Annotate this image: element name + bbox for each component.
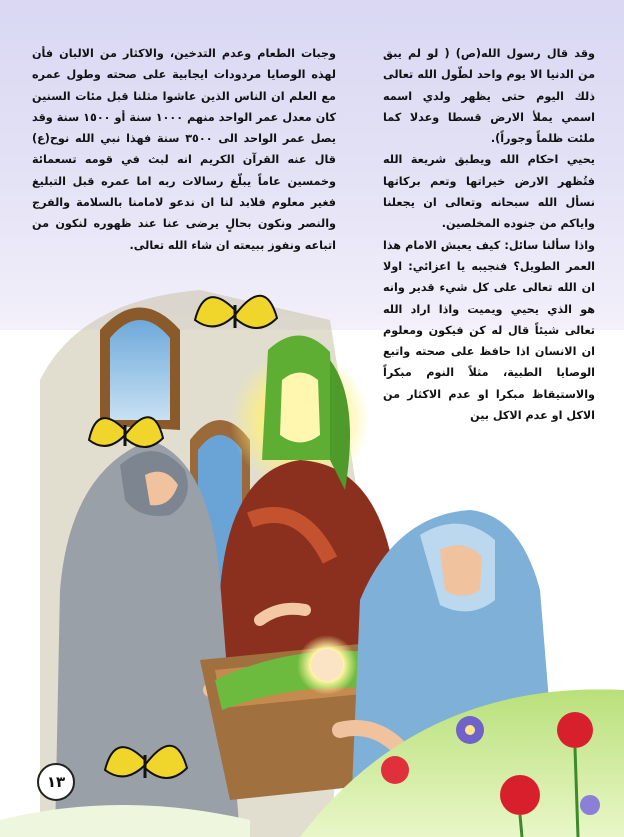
paragraph: وجبات الطعام وعدم التدخين، والاكثار من الالبان فأن لهذه الوصايا مردودات ايجابية على صحته وطول عمره مع العلم ان الناس الذين عاشوا مثلنا قبل مئات السنين كان معدل عمر الواحد منهم ١٠٠٠ سنة أو ١٥٠٠ سنة وقد يصل عمر الواحد الى ٣٥٠٠ سنة فهذا نبي الله نوح(ع) قال عنه القرآن الكريم انه لبث في قومه تسعمائة وخمسين عاماً يبلّغ رسالات ربه اما عمره قبل التبليغ فغير معلوم فلابد لنا ان ندعو لامامنا بالسلامة والفرج والنصر ونكون بحالٍ يرضى عنا عند ظهوره لنكون من اتباعه ونفوز ببيعته ان شاء الله تعالى. (32, 47, 337, 252)
paragraph: واذا سألنا سائل: كيف يعيش الامام هذا العمر الطويل؟ فنجيبه يا اعزائي: اولا ان الله تعالى على كل شيء قدير وانه هو الذي يحيي ويميت واذا اراد الله تعالى شيئاً قال له كن فيكون ومعلوم ان الانسان اذا حافظ على صحته واتبع الوصايا الطبية، مثلاً النوم مبكراً والاستيقاظ مبكرا او عدم الاكثار من الاكل او عدم الاكل بين (383, 238, 595, 423)
right-text-column (383, 43, 595, 426)
left-text-column (32, 43, 336, 256)
page-number: ١٣ (37, 763, 75, 801)
paragraph: وقد قال رسول الله(ص) ( لو لم يبق من الدنيا الا يوم واحد لطّول الله تعالى ذلك اليوم حتى يظهر ولدي اسمه اسمي يملأ الارض قسطا وعدلا كما ملئت ظلماً وجوراً). (383, 47, 595, 146)
paragraph: يحيي احكام الله ويطبق شريعة الله فتُظهر الارض خيراتها وتعم بركاتها نسأل الله سبحانه وتعالى ان يجعلنا واياكم من جنوده المخلصين. (383, 153, 595, 231)
